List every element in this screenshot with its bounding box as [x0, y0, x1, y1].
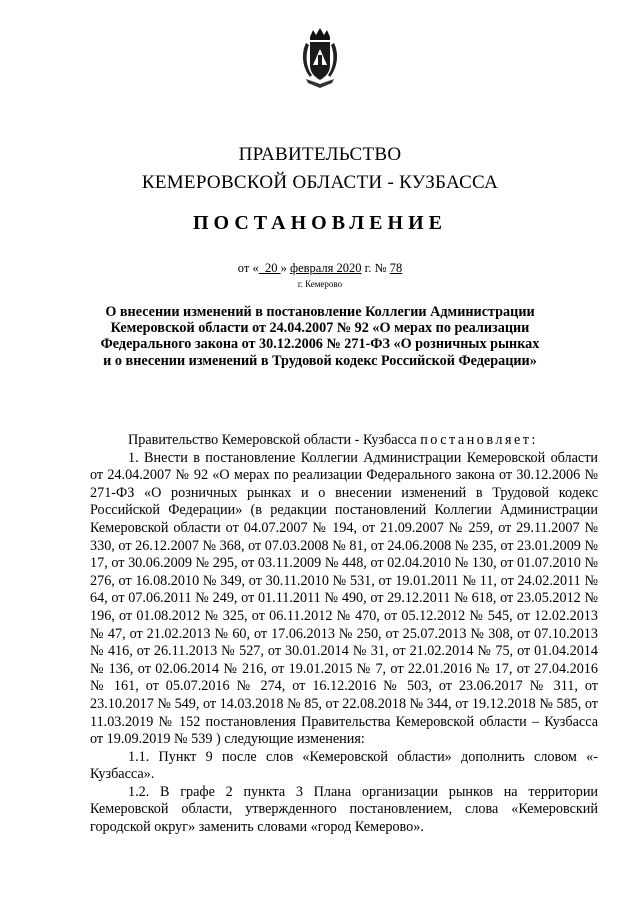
paragraph-1-1: 1.1. Пункт 9 после слов «Кемеровской области» дополнить словом «- Кузбасса». [90, 748, 598, 783]
date-year-suffix: г. № [361, 261, 390, 275]
document-title [60, 304, 580, 369]
date-mid: » [280, 261, 290, 275]
date-prefix: от « [237, 261, 259, 275]
title-line: О внесении изменений в постановление Коллегии Администрации [105, 304, 535, 320]
document-type: ПОСТАНОВЛЕНИЕ [193, 212, 447, 234]
date-day: 20 [264, 261, 278, 275]
intro-paragraph [90, 432, 598, 450]
kuzbass-coat-of-arms-icon [300, 27, 340, 89]
paragraph-1: 1. Внести в постановление Коллегии Администрации Кемеровской области от 24.04.2007 № 92 «О мерах по реализации Федерального закона от 30.12.2006 № 271-ФЗ «О розничных рынках и о внесении изменений в Трудовой кодекс Российской Федерации» (в редакции постановлений Коллегии Администрации Кемеровской области от 04.07.2007 № 194, от 21.09.2007 № 259, от 29.11.2007 № 330, от 26.12.2007 № 368, от 07.03.2008 № 81, от 24.06.2008 № 235, от 23.01.2009 № 17, от 30.06.2009 № 295, от 03.11.2009 № 448, от 02.04.2010 № 130, от 01.07.2010 № 276, от 16.08.2010 № 349, от 30.11.2010 № 531, от 19.01.2011 № 11, от 24.02.2011 № 64, от 07.06.2011 № 249, от 01.11.2011 № 490, от 29.12.2011 № 618, от 23.05.2012 № 196, от 01.08.2012 № 325, от 06.11.2012 № 470, от 05.12.2012 № 545, от 12.02.2013 № 47, от 21.02.2013 № 60, от 17.06.2013 № 250, от 25.07.2013 № 308, от 07.10.2013 № 416, от 26.11.2013 № 527, от 30.01.2014 № 31, от 21.02.2014 № 75, от 01.04.2014 № 136, от 02.06.2014 № 216, от 19.01.2015 № 7, от 22.01.2016 № 17, от 27.04.2016 № 161, от 05.07.2016 № 274, от 16.12.2016 № 503, от 23.06.2017 № 311, от 23.10.2017 № 549, от 14.03.2018 № 85, от 22.08.2018 № 344, от 19.12.2018 № 585, от 11.03.2019 № 152 постановления Правительства Кемеровской области – Кузбасса от 19.09.2019 № 539 ) следующие изменения: [90, 449, 598, 748]
org-name-line2: КЕМЕРОВСКОЙ ОБЛАСТИ - КУЗБАССА [141, 172, 499, 193]
date-month-year: февраля 2020 [289, 261, 362, 275]
document-number: 78 [389, 261, 403, 275]
date-line [0, 261, 640, 276]
title-line: Федерального закона от 30.12.2006 № 271-ФЗ «О розничных рынках [100, 336, 540, 353]
title-line: Кемеровской области от 24.04.2007 № 92 «О мерах по реализации [110, 320, 530, 337]
intro-text: Правительство Кемеровской области - Кузбасса [128, 432, 417, 448]
document-body [90, 432, 598, 837]
city-label: г. Кемерово [297, 279, 343, 289]
paragraph-1-2: 1.2. В графе 2 пункта 3 Плана организации рынков на территории Кемеровской области, утвержденного постановлением, слова «Кемеровский городской округ» заменить словами «город Кемерово». [90, 783, 598, 836]
org-name-line1: ПРАВИТЕЛЬСТВО [238, 144, 402, 165]
intro-verb: постановляет: [420, 432, 538, 448]
title-line: и о внесении изменений в Трудовой кодекс Российской Федерации» [103, 352, 537, 369]
